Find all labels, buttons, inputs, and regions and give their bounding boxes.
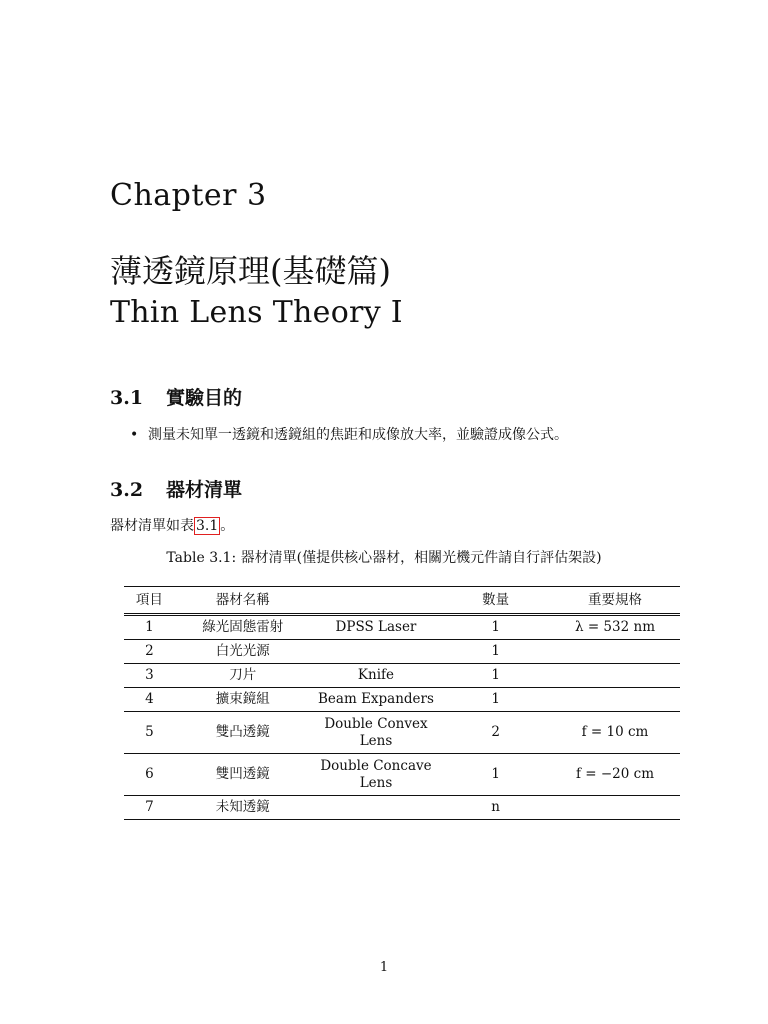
cell-english [311, 664, 442, 688]
header-spec: 重要規格 [550, 587, 680, 615]
materials-table [124, 586, 680, 820]
header-name: 器材名稱 [175, 587, 311, 615]
cell-name: 綠光固態雷射 [175, 615, 311, 640]
page-number: 1 [379, 960, 389, 975]
table-row [124, 664, 680, 688]
table-row [124, 688, 680, 712]
cell-english [311, 640, 442, 664]
bullet-text: 測量未知單一透鏡和透鏡組的焦距和成像放大率，並驗證成像公式。 [148, 427, 568, 443]
cell-spec [550, 664, 680, 688]
english-line-2: Lens [359, 732, 393, 749]
cell-spec: f = −20 cm [550, 754, 680, 796]
cell-name: 雙凸透鏡 [175, 712, 311, 754]
cell-index: 7 [124, 796, 175, 820]
table-row [124, 754, 680, 796]
section-title: 實驗目的 [166, 387, 243, 409]
bullet-item [130, 424, 568, 444]
english-line-2: Lens [359, 774, 393, 791]
english-line-1: Beam Expanders [318, 691, 434, 707]
cell-index: 2 [124, 640, 175, 664]
bullet-dot-icon: • [130, 427, 139, 443]
section-title: 器材清單 [166, 479, 243, 501]
english-line-1: Knife [357, 667, 395, 683]
cell-english [311, 796, 442, 820]
section-number: 3.2 [110, 479, 144, 501]
cell-english [311, 712, 442, 754]
english-line-1: Double Concave [320, 757, 432, 774]
cell-quantity: 2 [441, 712, 550, 754]
intro-text: 器材清單如表 [110, 518, 194, 534]
cell-spec [550, 796, 680, 820]
cell-quantity: 1 [441, 615, 550, 640]
cell-quantity: 1 [441, 664, 550, 688]
table-row [124, 640, 680, 664]
cell-spec [550, 688, 680, 712]
cell-spec [550, 640, 680, 664]
cell-quantity: 1 [441, 640, 550, 664]
table-reference-link[interactable]: 3.1 [196, 518, 219, 534]
cell-index: 3 [124, 664, 175, 688]
english-line-1: Double Convex [324, 715, 428, 732]
materials-intro [110, 515, 234, 535]
chapter-label: Chapter 3 [110, 178, 267, 213]
cell-name: 雙凹透鏡 [175, 754, 311, 796]
cell-spec: f = 10 cm [550, 712, 680, 754]
table-caption: Table 3.1: 器材清單(僅提供核心器材，相關光機元件請自行評估架設) [166, 550, 602, 566]
cell-english [311, 688, 442, 712]
table-row [124, 712, 680, 754]
cell-index: 1 [124, 615, 175, 640]
cell-english [311, 615, 442, 640]
cell-english [311, 754, 442, 796]
chapter-title-chinese: 薄透鏡原理(基礎篇) [110, 252, 391, 290]
cell-index: 6 [124, 754, 175, 796]
table-row [124, 796, 680, 820]
cell-quantity: 1 [441, 688, 550, 712]
section-heading-objective [110, 383, 242, 410]
section-number: 3.1 [110, 387, 144, 409]
header-english [311, 587, 442, 615]
table-header-row [124, 587, 680, 615]
cell-spec: λ = 532 nm [550, 615, 680, 640]
cell-name: 未知透鏡 [175, 796, 311, 820]
cell-name: 刀片 [175, 664, 311, 688]
cell-quantity: 1 [441, 754, 550, 796]
header-index: 項目 [124, 587, 175, 615]
header-quantity: 數量 [441, 587, 550, 615]
cell-name: 擴束鏡組 [175, 688, 311, 712]
intro-suffix: 。 [220, 518, 235, 534]
cell-index: 5 [124, 712, 175, 754]
cell-name: 白光光源 [175, 640, 311, 664]
cell-quantity: n [441, 796, 550, 820]
cell-index: 4 [124, 688, 175, 712]
table-row [124, 615, 680, 640]
section-heading-materials [110, 475, 242, 502]
english-line-1: DPSS Laser [335, 619, 417, 635]
chapter-title-english: Thin Lens Theory I [110, 295, 403, 330]
